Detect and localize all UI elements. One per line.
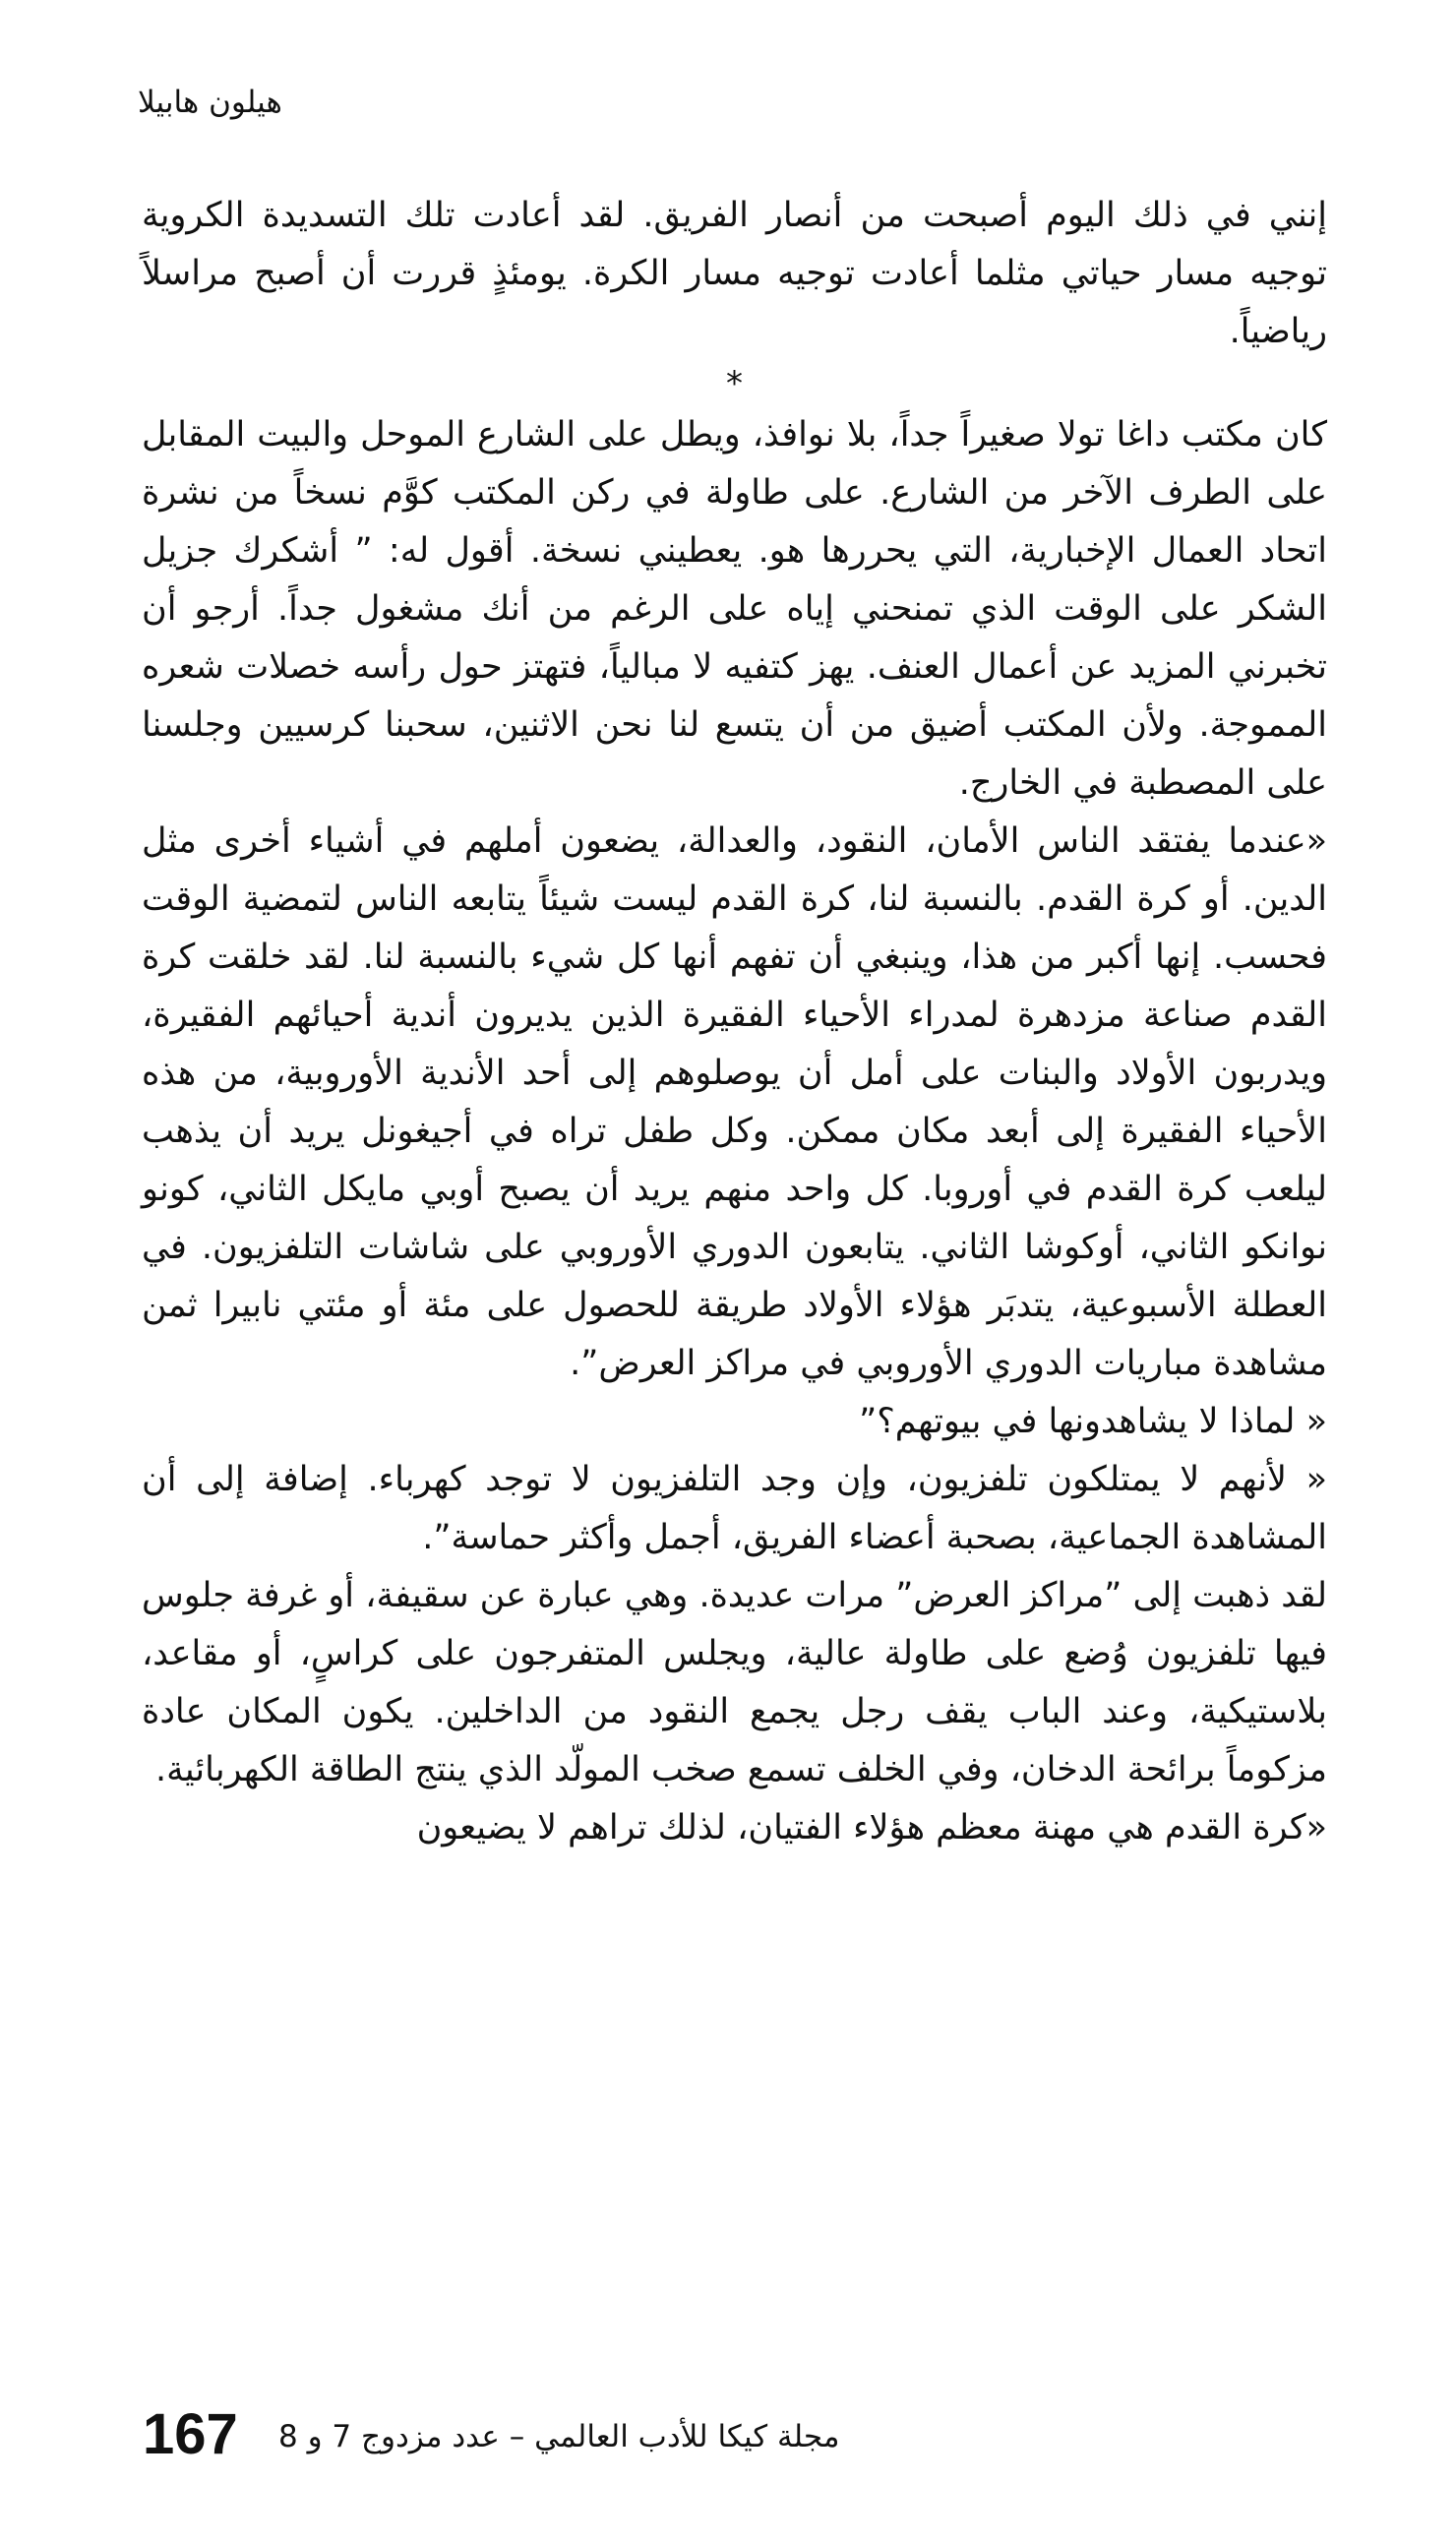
running-header: هيلون هابيلا [138, 85, 282, 120]
page-footer [143, 2395, 890, 2484]
body-text [142, 187, 1327, 1857]
paragraph: «كرة القدم هي مهنة معظم هؤلاء الفتيان، لذلك تراهم لا يضيعون [416, 1808, 1327, 1847]
paragraph: « لأنهم لا يمتلكون تلفزيون، وإن وجد التلفزيون لا توجد كهرباء. إضافة إلى أن المشاهدة الجماعية، بصحبة أعضاء الفريق، أجمل وأكثر حماسة”. [142, 1460, 1327, 1557]
section-break-asterisk: * [726, 364, 743, 403]
journal-title: مجلة كيكا للأدب العالمي – عدد مزدوج 7 و 8 [278, 2419, 840, 2454]
page-number: 167 [143, 2402, 238, 2466]
paragraph: إنني في ذلك اليوم أصبحت من أنصار الفريق. لقد أعادت تلك التسديدة الكروية توجيه مسار حياتي مثلما أعادت توجيه مسار الكرة. يومئذٍ قررت أن أصبح مراسلاً رياضياً. [142, 196, 1327, 351]
paragraph: لقد ذهبت إلى ”مراكز العرض” مرات عديدة. وهي عبارة عن سقيفة، أو غرفة جلوس فيها تلفزيون وُضع على طاولة عالية، ويجلس المتفرجون على كراسٍ، أو مقاعد، بلاستيكية، وعند الباب يقف رجل يجمع النقود من الداخلين. يكون المكان عادة مزكوماً برائحة الدخان، وفي الخلف تسمع صخب المولّد الذي ينتج الطاقة الكهربائية. [142, 1576, 1327, 1789]
paragraph: كان مكتب داغا تولا صغيراً جداً، بلا نوافذ، ويطل على الشارع الموحل والبيت المقابل على الطرف الآخر من الشارع. على طاولة في ركن المكتب كوَّم نسخاً من نشرة اتحاد العمال الإخبارية، التي يحررها هو. يعطيني نسخة. أقول له: ” أشكرك جزيل الشكر على الوقت الذي تمنحني إياه على الرغم من أنك مشغول جداً. أرجو أن تخبرني المزيد عن أعمال العنف. يهز كتفيه لا مبالياً، فتهتز حول رأسه خصلات شعره المموجة. ولأن المكتب أضيق من أن يتسع لنا نحن الاثنين، سحبنا كرسيين وجلسنا على المصطبة في الخارج. [142, 415, 1327, 803]
paragraph: «عندما يفتقد الناس الأمان، النقود، والعدالة، يضعون أملهم في أشياء أخرى مثل الدين. أو كرة القدم. بالنسبة لنا، كرة القدم ليست شيئاً يتابعه الناس لتمضية الوقت فحسب. إنها أكبر من هذا، وينبغي أن تفهم أنها كل شيء بالنسبة لنا. لقد خلقت كرة القدم صناعة مزدهرة لمدراء الأحياء الفقيرة الذين يديرون أندية أحيائهم الفقيرة، ويدربون الأولاد والبنات على أمل أن يوصلوهم إلى أحد الأندية الأوروبية، من هذه الأحياء الفقيرة إلى أبعد مكان ممكن. وكل طفل تراه في أجيغونل يريد أن يذهب ليلعب كرة القدم في أوروبا. كل واحد منهم يريد أن يصبح أوبي مايكل الثاني، كونو نوانكو الثاني، أوكوشا الثاني. يتابعون الدوري الأوروبي على شاشات التلفزيون. في العطلة الأسبوعية، يتدبَر هؤلاء الأولاد طريقة للحصول على مئة أو مئتي نابيرا ثمن مشاهدة مباريات الدوري الأوروبي في مراكز العرض”. [142, 821, 1327, 1383]
paragraph: « لماذا لا يشاهدونها في بيوتهم؟” [859, 1402, 1327, 1441]
